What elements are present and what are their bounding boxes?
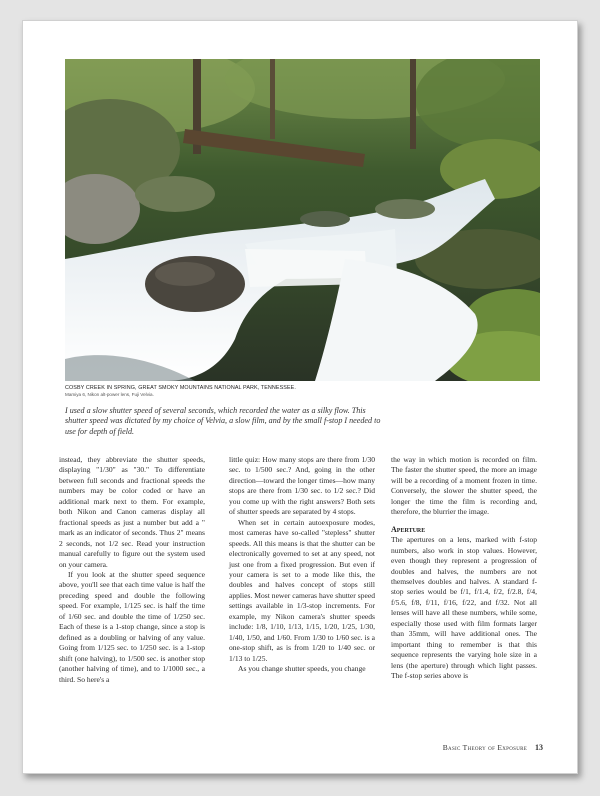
- paragraph: little quiz: How many stops are there from 1/30 sec. to 1/500 sec.? And, going in the other direction—toward the longer times—how many stops are there from 1/30 sec. to 1/2 sec.? Did you come up with the right answers? Both sets of shutter speeds are separated by 4 stops.: [229, 455, 375, 517]
- paragraph: If you look at the shutter speed sequence above, you'll see that each time value is half the preceding speed and double the following speed. For example, 1/125 sec. is half the time of 1/60 sec. and double the time of 1/250 sec. Each of these is a 1-stop change, since a stop is defined as a doubling or halving of any value. Going from 1/125 sec. to 1/250 sec. is a 1-stop shift (one halving), to 1/500 sec. is another stop (another halving of time), and to 1/1000 sec., a third. So here's a: [59, 569, 205, 684]
- page-footer: [363, 743, 543, 752]
- paragraph: The apertures on a lens, marked with f-stop numbers, also work in stop values. However, even though they represent a progression of doubles and halves, the numbers are not themselves doubles and halves. A standard f-stop series would be f/1, f/1.4, f/2, f/2.8, f/4, f/5.6, f/8, f/11, f/16, f/22, and f/32. Not all lenses will have all these numbers, while some, especially those used with film formats larger than 35mm, will have additional ones. The important thing to remember is that this sequence represents the varying hole size in a lens (the aperture) through which light passes. The f-stop series above is: [391, 535, 537, 681]
- text-column-3: [391, 455, 537, 682]
- stream-photo: [65, 59, 540, 381]
- paragraph: instead, they abbreviate the shutter speeds, displaying "1/30" as "30." To differentiate between full seconds and fractional speeds the numbers may be color coded or have an additional mark next to them. For example, both Nikon and Canon cameras display all fractional speeds as just a number but add a " mark as an indicator of seconds. Thus 2" means 2 seconds, not 1/2 sec. Read your instruction manual carefully to figure out the system used on your camera.: [59, 455, 205, 569]
- photo-illustration: [65, 59, 540, 381]
- text-column-2: [229, 455, 375, 675]
- paragraph: When set in certain autoexposure modes, most cameras have so-called "stepless" shutter speeds. All this means is that the shutter can be electronically governed to set at any speed, not just one from a fixed progression. But even if your camera is set to a mode like this, the doubles and halves concept of stops still applies. Most newer cameras have shutter speed settings available in 1/3-stop increments. For example, my Nikon camera's shutter speeds include: 1/8, 1/10, 1/13, 1/15, 1/20, 1/25, 1/30, 1/40, 1/50, and 1/60. From 1/30 to 1/60 sec. is a one-stop shift, as is from 1/20 to 1/40 sec. or 1/13 to 1/25.: [229, 517, 375, 663]
- paragraph: As you change shutter speeds, you change: [238, 664, 366, 674]
- text-column-1: [59, 455, 205, 685]
- caption-text: I used a slow shutter speed of several seconds, which recorded the water as a silky flow. This shutter speed was dictated by my choice of Velvia, a slow film, and by the small f-stop I needed to use for depth of field.: [65, 406, 381, 436]
- caption-technical-info: Mamiya 6, Nikon alt-power lens, Fuji Velvia.: [65, 392, 154, 397]
- running-footer-title: Basic Theory of Exposure: [442, 743, 528, 752]
- caption-title: COSBY CREEK IN SPRING, GREAT SMOKY MOUNTAINS NATIONAL PARK, TENNESSEE.: [65, 385, 296, 391]
- book-page: [22, 20, 578, 774]
- paragraph: the way in which motion is recorded on film. The faster the shutter speed, the more an image will be a recording of a moment frozen in time. Conversely, the slower the shutter speed, the longer the time the film is recording and, therefore, the blurrier the image.: [391, 455, 537, 517]
- section-heading-aperture: Aperture: [391, 524, 426, 534]
- page-number: 13: [535, 743, 543, 752]
